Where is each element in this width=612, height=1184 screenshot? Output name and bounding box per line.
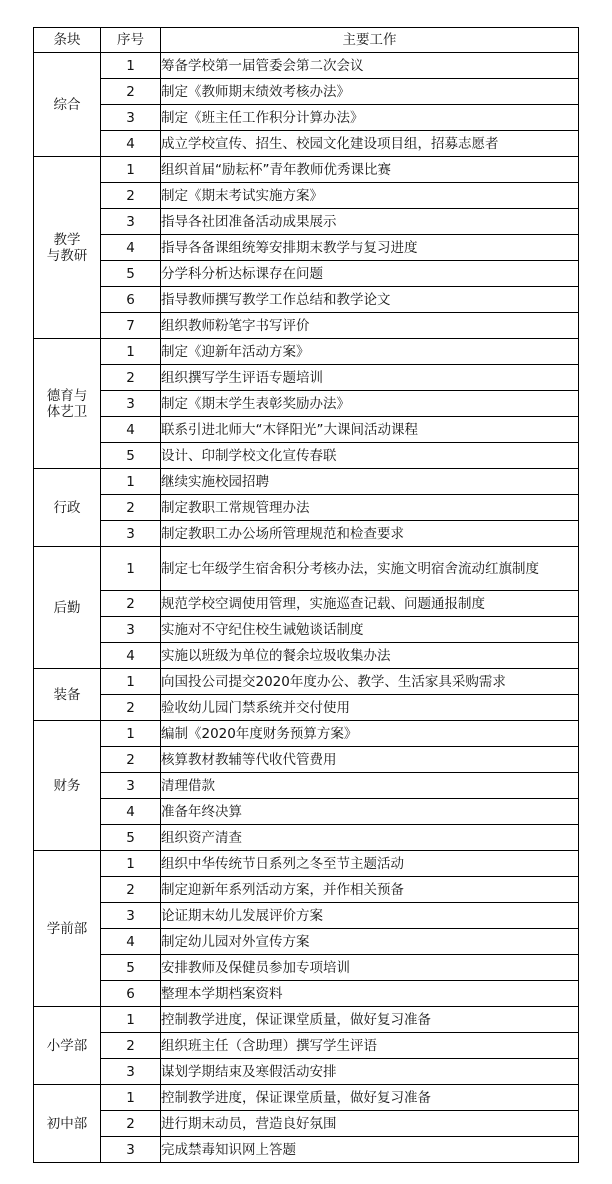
number-cell: 3 xyxy=(101,391,161,417)
work-item-cell: 制定《教师期末绩效考核办法》 xyxy=(161,79,579,105)
table-row xyxy=(34,955,579,981)
work-item-cell: 制定教职工办公场所管理规范和检查要求 xyxy=(161,521,579,547)
work-item-cell: 指导各社团准备活动成果展示 xyxy=(161,209,579,235)
number-cell: 1 xyxy=(101,1007,161,1033)
category-cell: 小学部 xyxy=(34,1007,101,1085)
table-row xyxy=(34,105,579,131)
work-item-cell: 组织撰写学生评语专题培训 xyxy=(161,365,579,391)
category-cell: 财务 xyxy=(34,721,101,851)
number-cell: 6 xyxy=(101,287,161,313)
table-row xyxy=(34,79,579,105)
work-item-cell: 指导各备课组统筹安排期末教学与复习进度 xyxy=(161,235,579,261)
work-item-cell: 制定《班主任工作积分计算办法》 xyxy=(161,105,579,131)
work-item-cell: 组织班主任（含助理）撰写学生评语 xyxy=(161,1033,579,1059)
number-cell: 4 xyxy=(101,131,161,157)
number-cell: 2 xyxy=(101,365,161,391)
work-item-cell: 制定教职工常规管理办法 xyxy=(161,495,579,521)
number-cell: 1 xyxy=(101,851,161,877)
work-item-cell: 整理本学期档案资料 xyxy=(161,981,579,1007)
work-item-cell: 组织教师粉笔字书写评价 xyxy=(161,313,579,339)
table-row xyxy=(34,547,579,591)
number-cell: 3 xyxy=(101,617,161,643)
number-cell: 3 xyxy=(101,521,161,547)
work-item-cell: 谋划学期结束及寒假活动安排 xyxy=(161,1059,579,1085)
work-item-cell: 制定《期末学生表彰奖励办法》 xyxy=(161,391,579,417)
table-row xyxy=(34,825,579,851)
table-row xyxy=(34,1085,579,1111)
number-cell: 2 xyxy=(101,1033,161,1059)
work-item-cell: 完成禁毒知识网上答题 xyxy=(161,1137,579,1163)
number-cell: 5 xyxy=(101,261,161,287)
number-cell: 3 xyxy=(101,903,161,929)
number-cell: 4 xyxy=(101,799,161,825)
number-cell: 3 xyxy=(101,773,161,799)
table-row xyxy=(34,799,579,825)
table-row xyxy=(34,521,579,547)
number-cell: 2 xyxy=(101,1111,161,1137)
table-row xyxy=(34,443,579,469)
number-cell: 5 xyxy=(101,825,161,851)
number-cell: 7 xyxy=(101,313,161,339)
number-cell: 2 xyxy=(101,183,161,209)
table-row xyxy=(34,1059,579,1085)
work-item-cell: 制定迎新年系列活动方案，并作相关预备 xyxy=(161,877,579,903)
table-row xyxy=(34,131,579,157)
work-item-cell: 向国投公司提交2020年度办公、教学、生活家具采购需求 xyxy=(161,669,579,695)
work-item-cell: 清理借款 xyxy=(161,773,579,799)
work-item-cell: 论证期末幼儿发展评价方案 xyxy=(161,903,579,929)
table-row xyxy=(34,261,579,287)
table-row xyxy=(34,695,579,721)
work-item-cell: 编制《2020年度财务预算方案》 xyxy=(161,721,579,747)
table-row xyxy=(34,339,579,365)
work-item-cell: 设计、印制学校文化宣传春联 xyxy=(161,443,579,469)
table-row xyxy=(34,1033,579,1059)
work-item-cell: 制定《期末考试实施方案》 xyxy=(161,183,579,209)
table-row xyxy=(34,495,579,521)
work-item-cell: 联系引进北师大“木铎阳光”大课间活动课程 xyxy=(161,417,579,443)
category-cell: 德育与 体艺卫 xyxy=(34,339,101,469)
table-body xyxy=(34,53,579,1163)
table-row xyxy=(34,721,579,747)
table-row xyxy=(34,669,579,695)
number-cell: 1 xyxy=(101,669,161,695)
category-cell: 装备 xyxy=(34,669,101,721)
table-row xyxy=(34,417,579,443)
table-row xyxy=(34,929,579,955)
work-item-cell: 制定《迎新年活动方案》 xyxy=(161,339,579,365)
number-cell: 1 xyxy=(101,547,161,591)
number-cell: 1 xyxy=(101,469,161,495)
work-item-cell: 控制教学进度，保证课堂质量，做好复习准备 xyxy=(161,1085,579,1111)
category-cell: 学前部 xyxy=(34,851,101,1007)
number-cell: 2 xyxy=(101,591,161,617)
work-item-cell: 核算教材教辅等代收代管费用 xyxy=(161,747,579,773)
number-cell: 4 xyxy=(101,643,161,669)
number-cell: 1 xyxy=(101,157,161,183)
number-cell: 3 xyxy=(101,105,161,131)
header-number: 序号 xyxy=(101,28,161,53)
number-cell: 3 xyxy=(101,209,161,235)
number-cell: 2 xyxy=(101,695,161,721)
table-row xyxy=(34,469,579,495)
work-item-cell: 准备年终决算 xyxy=(161,799,579,825)
number-cell: 2 xyxy=(101,495,161,521)
number-cell: 4 xyxy=(101,235,161,261)
work-item-cell: 组织首届“励耘杯”青年教师优秀课比赛 xyxy=(161,157,579,183)
header-category: 条块 xyxy=(34,28,101,53)
work-item-cell: 成立学校宣传、招生、校园文化建设项目组，招募志愿者 xyxy=(161,131,579,157)
table-row xyxy=(34,157,579,183)
work-item-cell: 分学科分析达标课存在问题 xyxy=(161,261,579,287)
number-cell: 2 xyxy=(101,747,161,773)
work-item-cell: 进行期末动员，营造良好氛围 xyxy=(161,1111,579,1137)
number-cell: 6 xyxy=(101,981,161,1007)
work-item-cell: 制定七年级学生宿舍积分考核办法，实施文明宿舍流动红旗制度 xyxy=(161,547,579,591)
category-cell: 综合 xyxy=(34,53,101,157)
number-cell: 1 xyxy=(101,1085,161,1111)
work-item-cell: 实施以班级为单位的餐余垃圾收集办法 xyxy=(161,643,579,669)
table-row xyxy=(34,1111,579,1137)
number-cell: 4 xyxy=(101,929,161,955)
table-row xyxy=(34,981,579,1007)
number-cell: 1 xyxy=(101,721,161,747)
table-row xyxy=(34,287,579,313)
table-row xyxy=(34,235,579,261)
work-plan-table xyxy=(33,27,579,1163)
category-cell: 行政 xyxy=(34,469,101,547)
table-row xyxy=(34,365,579,391)
number-cell: 1 xyxy=(101,339,161,365)
work-item-cell: 安排教师及保健员参加专项培训 xyxy=(161,955,579,981)
work-item-cell: 验收幼儿园门禁系统并交付使用 xyxy=(161,695,579,721)
table-row xyxy=(34,747,579,773)
work-item-cell: 筹备学校第一届管委会第二次会议 xyxy=(161,53,579,79)
table-row xyxy=(34,643,579,669)
number-cell: 2 xyxy=(101,79,161,105)
number-cell: 3 xyxy=(101,1059,161,1085)
number-cell: 5 xyxy=(101,443,161,469)
table-row xyxy=(34,851,579,877)
category-cell: 教学 与教研 xyxy=(34,157,101,339)
table-row xyxy=(34,903,579,929)
table-row xyxy=(34,313,579,339)
table-row xyxy=(34,877,579,903)
number-cell: 4 xyxy=(101,417,161,443)
number-cell: 1 xyxy=(101,53,161,79)
table-row xyxy=(34,183,579,209)
work-item-cell: 组织资产清查 xyxy=(161,825,579,851)
category-cell: 初中部 xyxy=(34,1085,101,1163)
work-item-cell: 实施对不守纪住校生诫勉谈话制度 xyxy=(161,617,579,643)
work-item-cell: 指导教师撰写教学工作总结和教学论文 xyxy=(161,287,579,313)
number-cell: 3 xyxy=(101,1137,161,1163)
work-item-cell: 规范学校空调使用管理，实施巡查记载、问题通报制度 xyxy=(161,591,579,617)
category-cell: 后勤 xyxy=(34,547,101,669)
table-row xyxy=(34,773,579,799)
table-row xyxy=(34,53,579,79)
header-work: 主要工作 xyxy=(161,28,579,53)
table-row xyxy=(34,617,579,643)
work-item-cell: 控制教学进度，保证课堂质量，做好复习准备 xyxy=(161,1007,579,1033)
header-row xyxy=(34,28,579,53)
table-row xyxy=(34,1007,579,1033)
table-row xyxy=(34,591,579,617)
number-cell: 2 xyxy=(101,877,161,903)
number-cell: 5 xyxy=(101,955,161,981)
table-row xyxy=(34,209,579,235)
work-item-cell: 组织中华传统节日系列之冬至节主题活动 xyxy=(161,851,579,877)
table-row xyxy=(34,391,579,417)
table-row xyxy=(34,1137,579,1163)
work-item-cell: 制定幼儿园对外宣传方案 xyxy=(161,929,579,955)
work-item-cell: 继续实施校园招聘 xyxy=(161,469,579,495)
